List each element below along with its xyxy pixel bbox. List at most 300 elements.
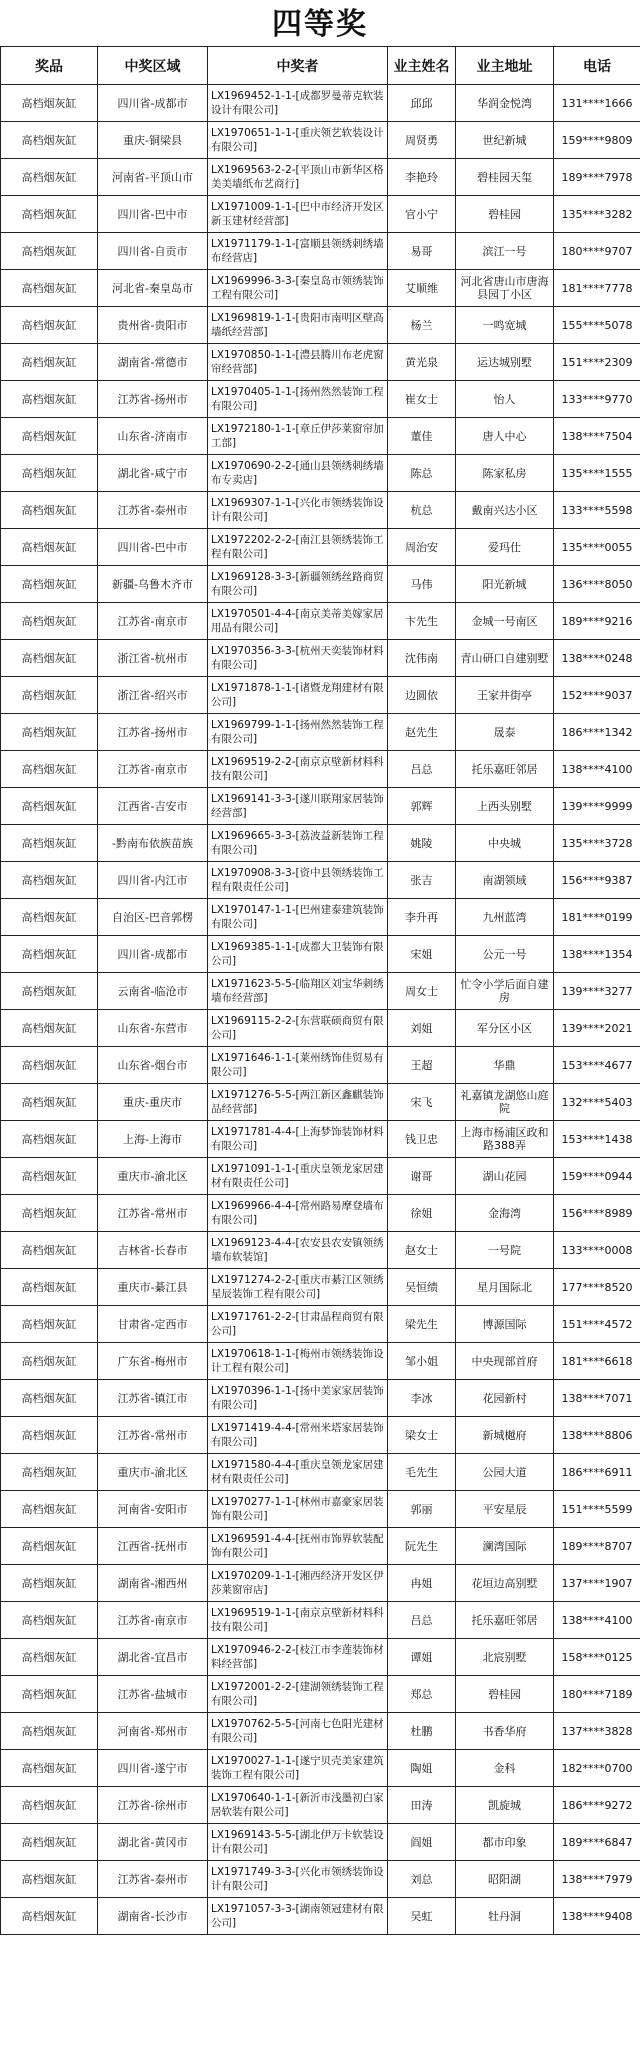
prize-cell: 高档烟灰缸 [1,677,98,714]
prize-cell: 高档烟灰缸 [1,1010,98,1047]
owner-name-cell: 沈伟南 [388,640,456,677]
winner-cell: LX1969128-3-3-[新疆领绣丝路商贸有限公司] [208,566,388,603]
phone-cell: 180****9707 [554,233,640,270]
prize-cell: 高档烟灰缸 [1,1639,98,1676]
prize-cell: 高档烟灰缸 [1,1047,98,1084]
winner-cell: LX1969966-4-4-[常州路易摩登墙布有限公司] [208,1195,388,1232]
region-cell: 江苏省-镇江市 [98,1380,208,1417]
table-row [1,677,640,714]
phone-cell: 137****1907 [554,1565,640,1602]
winner-cell: LX1969819-1-1-[贵阳市南明区壁高墙纸经营部] [208,307,388,344]
winner-cell: LX1971646-1-1-[莱州绣饰佳贸易有限公司] [208,1047,388,1084]
region-cell: 湖南省-常德市 [98,344,208,381]
prize-cell: 高档烟灰缸 [1,1528,98,1565]
table-row [1,788,640,825]
owner-name-cell: 吕总 [388,1602,456,1639]
region-cell: 江苏省-盐城市 [98,1676,208,1713]
region-cell: 云南省-临沧市 [98,973,208,1010]
table-header-row [1,47,640,85]
owner-name-cell: 董佳 [388,418,456,455]
prize-cell: 高档烟灰缸 [1,270,98,307]
owner-name-cell: 郭辉 [388,788,456,825]
winner-cell: LX1971274-2-2-[重庆市綦江区领绣星辰装饰工程有限公司] [208,1269,388,1306]
winner-cell: LX1970396-1-1-[扬中美家家居装饰有限公司] [208,1380,388,1417]
owner-name-cell: 周治安 [388,529,456,566]
prize-cell: 高档烟灰缸 [1,1269,98,1306]
table-row [1,1713,640,1750]
owner-address-cell: 上海市杨浦区政和路388弄 [456,1121,554,1158]
phone-cell: 186****1342 [554,714,640,751]
region-cell: 江苏省-扬州市 [98,714,208,751]
table-row [1,1861,640,1898]
owner-address-cell: 礼嘉镇龙湖悠山庭院 [456,1084,554,1121]
phone-cell: 138****4100 [554,1602,640,1639]
prize-cell: 高档烟灰缸 [1,1232,98,1269]
owner-address-cell: 滨江一号 [456,233,554,270]
owner-address-cell: 牡丹洞 [456,1898,554,1935]
phone-cell: 136****8050 [554,566,640,603]
table-row [1,1047,640,1084]
owner-name-cell: 田涛 [388,1787,456,1824]
owner-address-cell: 河北省唐山市唐海县园丁小区 [456,270,554,307]
owner-name-cell: 陶姐 [388,1750,456,1787]
phone-cell: 180****7189 [554,1676,640,1713]
owner-name-cell: 钱卫忠 [388,1121,456,1158]
winner-cell: LX1970147-1-1-[巴州建泰建筑装饰有限公司] [208,899,388,936]
table-row [1,1824,640,1861]
prize-cell: 高档烟灰缸 [1,788,98,825]
owner-name-cell: 李冰 [388,1380,456,1417]
owner-address-cell: 南湖领域 [456,862,554,899]
phone-cell: 153****1438 [554,1121,640,1158]
region-cell: 河南省-平顶山市 [98,159,208,196]
phone-cell: 159****9809 [554,122,640,159]
owner-name-cell: 马伟 [388,566,456,603]
table-row [1,1454,640,1491]
phone-cell: 133****5598 [554,492,640,529]
owner-address-cell: 都市印象 [456,1824,554,1861]
owner-address-cell: 怡人 [456,381,554,418]
table-row [1,1676,640,1713]
table-row [1,1491,640,1528]
owner-name-cell: 姚陵 [388,825,456,862]
region-cell: 四川省-遂宁市 [98,1750,208,1787]
winner-cell: LX1972180-1-1-[章丘伊莎莱窗帘加工部] [208,418,388,455]
owner-name-cell: 易哥 [388,233,456,270]
phone-cell: 138****7071 [554,1380,640,1417]
header-phone: 电话 [554,47,640,85]
table-row [1,1232,640,1269]
prize-cell: 高档烟灰缸 [1,973,98,1010]
phone-cell: 138****0248 [554,640,640,677]
region-cell: 湖北省-咸宁市 [98,455,208,492]
phone-cell: 189****6847 [554,1824,640,1861]
winner-cell: LX1971091-1-1-[重庆皇领龙家居建材有限责任公司] [208,1158,388,1195]
winner-cell: LX1970277-1-1-[林州市嘉豪家居装饰有限公司] [208,1491,388,1528]
region-cell: 江苏省-南京市 [98,1602,208,1639]
prize-cell: 高档烟灰缸 [1,1195,98,1232]
region-cell: 江苏省-泰州市 [98,492,208,529]
owner-address-cell: 星月国际北 [456,1269,554,1306]
owner-address-cell: 青山研口自建别墅 [456,640,554,677]
table-row [1,122,640,159]
region-cell: 重庆-铜梁县 [98,122,208,159]
owner-name-cell: 宋姐 [388,936,456,973]
header-owner-address: 业主地址 [456,47,554,85]
phone-cell: 138****7504 [554,418,640,455]
winner-cell: LX1971009-1-1-[巴中市经济开发区新玉建材经营部] [208,196,388,233]
region-cell: 贵州省-贵阳市 [98,307,208,344]
owner-name-cell: 周女士 [388,973,456,1010]
winner-cell: LX1970908-3-3-[资中县领绣装饰工程有限责任公司] [208,862,388,899]
owner-address-cell: 陈家私房 [456,455,554,492]
owner-name-cell: 艾顺维 [388,270,456,307]
table-row [1,1750,640,1787]
owner-address-cell: 新城樾府 [456,1417,554,1454]
table-row [1,899,640,936]
prize-cell: 高档烟灰缸 [1,603,98,640]
header-prize: 奖品 [1,47,98,85]
winner-cell: LX1971749-3-3-[兴化市领绣装饰设计有限公司] [208,1861,388,1898]
prize-cell: 高档烟灰缸 [1,1787,98,1824]
winner-cell: LX1969115-2-2-[东营联硕商贸有限公司] [208,1010,388,1047]
table-row [1,307,640,344]
owner-address-cell: 公园大道 [456,1454,554,1491]
phone-cell: 158****0125 [554,1639,640,1676]
region-cell: 湖南省-长沙市 [98,1898,208,1935]
winner-cell: LX1969519-2-2-[南京京壁新材料科技有限公司] [208,751,388,788]
phone-cell: 138****8806 [554,1417,640,1454]
region-cell: 河北省-秦皇岛市 [98,270,208,307]
region-cell: 江苏省-南京市 [98,751,208,788]
owner-address-cell: 湖山花园 [456,1158,554,1195]
owner-address-cell: 花园新村 [456,1380,554,1417]
owner-name-cell: 赵女士 [388,1232,456,1269]
phone-cell: 139****2021 [554,1010,640,1047]
prize-cell: 高档烟灰缸 [1,1861,98,1898]
phone-cell: 152****9037 [554,677,640,714]
winner-cell: LX1970501-4-4-[南京美蒂美嫁家居用品有限公司] [208,603,388,640]
phone-cell: 131****1666 [554,85,640,122]
region-cell: 重庆-重庆市 [98,1084,208,1121]
table-row [1,233,640,270]
region-cell: 四川省-巴中市 [98,529,208,566]
winner-cell: LX1969307-1-1-[兴化市领绣装饰设计有限公司] [208,492,388,529]
phone-cell: 133****0008 [554,1232,640,1269]
table-row [1,1787,640,1824]
region-cell: 江苏省-泰州市 [98,1861,208,1898]
region-cell: 江苏省-扬州市 [98,381,208,418]
owner-address-cell: 中央城 [456,825,554,862]
table-row [1,492,640,529]
region-cell: 重庆市-渝北区 [98,1454,208,1491]
prize-cell: 高档烟灰缸 [1,862,98,899]
page-title: 四等奖 [272,7,368,42]
winner-cell: LX1970356-3-3-[杭州天奕装饰材料有限公司] [208,640,388,677]
owner-address-cell: 华润金悦湾 [456,85,554,122]
owner-address-cell: 托乐嘉旺邻居 [456,751,554,788]
region-cell: 湖北省-宜昌市 [98,1639,208,1676]
region-cell: 浙江省-绍兴市 [98,677,208,714]
table-row [1,1158,640,1195]
phone-cell: 135****3282 [554,196,640,233]
winner-cell: LX1971057-3-3-[湖南领冠建材有限公司] [208,1898,388,1935]
region-cell: 湖南省-湘西州 [98,1565,208,1602]
owner-address-cell: 晟泰 [456,714,554,751]
table-body [1,85,640,1935]
table-row [1,603,640,640]
owner-address-cell: 戴南兴达小区 [456,492,554,529]
phone-cell: 138****4100 [554,751,640,788]
prize-cell: 高档烟灰缸 [1,1306,98,1343]
region-cell: 江苏省-常州市 [98,1417,208,1454]
owner-name-cell: 邱邱 [388,85,456,122]
table-row [1,640,640,677]
prize-cell: 高档烟灰缸 [1,714,98,751]
region-cell: 江西省-抚州市 [98,1528,208,1565]
phone-cell: 156****9387 [554,862,640,899]
winner-cell: LX1972001-2-2-[建湖领绣装饰工程有限公司] [208,1676,388,1713]
table-row [1,1195,640,1232]
table-row [1,1639,640,1676]
table-row [1,418,640,455]
prize-cell: 高档烟灰缸 [1,418,98,455]
phone-cell: 151****4572 [554,1306,640,1343]
region-cell: 河南省-郑州市 [98,1713,208,1750]
table-row [1,529,640,566]
owner-name-cell: 冉姐 [388,1565,456,1602]
table-row [1,936,640,973]
phone-cell: 186****9272 [554,1787,640,1824]
phone-cell: 186****6911 [554,1454,640,1491]
region-cell: 自治区-巴音郭楞 [98,899,208,936]
prize-cell: 高档烟灰缸 [1,1380,98,1417]
table-row [1,344,640,381]
owner-name-cell: 杨兰 [388,307,456,344]
region-cell: 山东省-济南市 [98,418,208,455]
table-row [1,1121,640,1158]
owner-address-cell: 王家井街亭 [456,677,554,714]
phone-cell: 181****7778 [554,270,640,307]
winner-cell: LX1971179-1-1-[富顺县领绣刺绣墙布经营店] [208,233,388,270]
owner-name-cell: 李升再 [388,899,456,936]
winner-cell: LX1971623-5-5-[临翔区刘宝华刺绣墙布经营部] [208,973,388,1010]
winner-cell: LX1970651-1-1-[重庆领艺软装设计有限公司] [208,122,388,159]
owner-address-cell: 平安星辰 [456,1491,554,1528]
table-row [1,862,640,899]
winner-cell: LX1970027-1-1-[遂宁贝壳美家建筑装饰工程有限公司] [208,1750,388,1787]
owner-name-cell: 周贤勇 [388,122,456,159]
phone-cell: 189****8707 [554,1528,640,1565]
owner-address-cell: 花垣边高别墅 [456,1565,554,1602]
owner-name-cell: 谭姐 [388,1639,456,1676]
owner-name-cell: 阮先生 [388,1528,456,1565]
owner-name-cell: 徐姐 [388,1195,456,1232]
header-region: 中奖区域 [98,47,208,85]
region-cell: -黔南布依族苗族 [98,825,208,862]
table-row [1,973,640,1010]
winner-cell: LX1969452-1-1-[成都罗曼蒂克软装设计有限公司] [208,85,388,122]
table-row [1,196,640,233]
owner-address-cell: 九州蓝湾 [456,899,554,936]
winner-cell: LX1969143-5-5-[湖北伊万卡软装设计有限公司] [208,1824,388,1861]
owner-address-cell: 世纪新城 [456,122,554,159]
prize-cell: 高档烟灰缸 [1,492,98,529]
phone-cell: 189****7978 [554,159,640,196]
prize-cell: 高档烟灰缸 [1,529,98,566]
owner-name-cell: 郭丽 [388,1491,456,1528]
owner-name-cell: 赵先生 [388,714,456,751]
phone-cell: 135****3728 [554,825,640,862]
prize-cell: 高档烟灰缸 [1,455,98,492]
region-cell: 甘肃省-定西市 [98,1306,208,1343]
winner-cell: LX1970209-1-1-[湘西经济开发区伊莎莱窗帘店] [208,1565,388,1602]
prize-cell: 高档烟灰缸 [1,1417,98,1454]
owner-address-cell: 公元一号 [456,936,554,973]
table-row [1,1565,640,1602]
owner-address-cell: 金科 [456,1750,554,1787]
owner-address-cell: 一号院 [456,1232,554,1269]
owner-address-cell: 昭阳湖 [456,1861,554,1898]
winner-cell: LX1970618-1-1-[梅州市领绣装饰设计工程有限公司] [208,1343,388,1380]
phone-cell: 151****2309 [554,344,640,381]
owner-address-cell: 一鸣宽城 [456,307,554,344]
prize-cell: 高档烟灰缸 [1,1750,98,1787]
phone-cell: 133****9770 [554,381,640,418]
winner-cell: LX1970640-1-1-[新沂市浅墨初白家居软装有限公司] [208,1787,388,1824]
table-row [1,85,640,122]
prize-cell: 高档烟灰缸 [1,751,98,788]
region-cell: 广东省-梅州市 [98,1343,208,1380]
region-cell: 重庆市-綦江县 [98,1269,208,1306]
region-cell: 江苏省-南京市 [98,603,208,640]
winner-cell: LX1971761-2-2-[甘肃晶程商贸有限公司] [208,1306,388,1343]
region-cell: 吉林省-长春市 [98,1232,208,1269]
owner-name-cell: 吕总 [388,751,456,788]
region-cell: 上海-上海市 [98,1121,208,1158]
table-row [1,1528,640,1565]
winner-cell: LX1969519-1-1-[南京京壁新材料科技有限公司] [208,1602,388,1639]
owner-name-cell: 郑总 [388,1676,456,1713]
phone-cell: 177****8520 [554,1269,640,1306]
table-row [1,455,640,492]
region-cell: 山东省-烟台市 [98,1047,208,1084]
table-row [1,1602,640,1639]
region-cell: 山东省-东营市 [98,1010,208,1047]
phone-cell: 139****3277 [554,973,640,1010]
winner-cell: LX1969996-3-3-[秦皇岛市领绣装饰工程有限公司] [208,270,388,307]
winner-cell: LX1971419-4-4-[常州米塔家居装饰有限公司] [208,1417,388,1454]
winner-cell: LX1972202-2-2-[南江县领绣装饰工程有限公司] [208,529,388,566]
region-cell: 河南省-安阳市 [98,1491,208,1528]
winner-cell: LX1970405-1-1-[扬州然然装饰工程有限公司] [208,381,388,418]
phone-cell: 155****5078 [554,307,640,344]
prize-cell: 高档烟灰缸 [1,899,98,936]
prize-cell: 高档烟灰缸 [1,122,98,159]
winner-cell: LX1971580-4-4-[重庆皇领龙家居建材有限责任公司] [208,1454,388,1491]
owner-address-cell: 爱玛仕 [456,529,554,566]
owner-address-cell: 书香华府 [456,1713,554,1750]
owner-name-cell: 杜鹏 [388,1713,456,1750]
prize-cell: 高档烟灰缸 [1,825,98,862]
region-cell: 四川省-成都市 [98,85,208,122]
table-row [1,1380,640,1417]
winner-cell: LX1970762-5-5-[河南七色阳光建材有限公司] [208,1713,388,1750]
owner-name-cell: 吴恒绩 [388,1269,456,1306]
phone-cell: 135****0055 [554,529,640,566]
owner-name-cell: 官小宁 [388,196,456,233]
owner-name-cell: 王超 [388,1047,456,1084]
owner-address-cell: 北宸别墅 [456,1639,554,1676]
winners-table [0,46,640,1935]
phone-cell: 138****7979 [554,1861,640,1898]
owner-address-cell: 上西头别墅 [456,788,554,825]
region-cell: 四川省-成都市 [98,936,208,973]
owner-address-cell: 金城一号南区 [456,603,554,640]
table-row [1,566,640,603]
prize-cell: 高档烟灰缸 [1,1565,98,1602]
phone-cell: 138****9408 [554,1898,640,1935]
owner-name-cell: 梁先生 [388,1306,456,1343]
table-row [1,270,640,307]
phone-cell: 189****9216 [554,603,640,640]
owner-address-cell: 忙令小学后面自建房 [456,973,554,1010]
phone-cell: 138****1354 [554,936,640,973]
header-winner: 中奖者 [208,47,388,85]
owner-name-cell: 邹小姐 [388,1343,456,1380]
table-row [1,381,640,418]
winner-cell: LX1969385-1-1-[成都大卫装饰有限公司] [208,936,388,973]
owner-name-cell: 李艳玲 [388,159,456,196]
winner-cell: LX1970946-2-2-[枝江市李莲装饰材料经营部] [208,1639,388,1676]
prize-cell: 高档烟灰缸 [1,233,98,270]
phone-cell: 139****9999 [554,788,640,825]
owner-address-cell: 金海湾 [456,1195,554,1232]
owner-address-cell: 凯旋城 [456,1787,554,1824]
region-cell: 浙江省-杭州市 [98,640,208,677]
region-cell: 江苏省-常州市 [98,1195,208,1232]
owner-address-cell: 唐人中心 [456,418,554,455]
owner-address-cell: 博源国际 [456,1306,554,1343]
winner-cell: LX1969563-2-2-[平顶山市新华区格美美墙纸布艺商行] [208,159,388,196]
prize-cell: 高档烟灰缸 [1,640,98,677]
table-row [1,825,640,862]
owner-name-cell: 刘总 [388,1861,456,1898]
owner-address-cell: 运达城别墅 [456,344,554,381]
phone-cell: 153****4677 [554,1047,640,1084]
winner-cell: LX1971878-1-1-[诸暨龙翔建材有限公司] [208,677,388,714]
prize-cell: 高档烟灰缸 [1,85,98,122]
prize-cell: 高档烟灰缸 [1,566,98,603]
winner-cell: LX1969141-3-3-[遂川联翔家居装饰经营部] [208,788,388,825]
winner-cell: LX1971276-5-5-[两江新区鑫麒装饰品经营部] [208,1084,388,1121]
region-cell: 重庆市-渝北区 [98,1158,208,1195]
winner-cell: LX1970690-2-2-[通山县领绣刺绣墙布专卖店] [208,455,388,492]
prize-cell: 高档烟灰缸 [1,936,98,973]
region-cell: 新疆-乌鲁木齐市 [98,566,208,603]
owner-address-cell: 军分区小区 [456,1010,554,1047]
prize-cell: 高档烟灰缸 [1,1121,98,1158]
prize-cell: 高档烟灰缸 [1,1676,98,1713]
table-row [1,714,640,751]
winner-cell: LX1969123-4-4-[农安县农安镇领绣墙布软装馆] [208,1232,388,1269]
owner-name-cell: 梁女士 [388,1417,456,1454]
phone-cell: 151****5599 [554,1491,640,1528]
prize-cell: 高档烟灰缸 [1,1713,98,1750]
owner-address-cell: 澜湾国际 [456,1528,554,1565]
owner-name-cell: 宋飞 [388,1084,456,1121]
prize-cell: 高档烟灰缸 [1,1824,98,1861]
